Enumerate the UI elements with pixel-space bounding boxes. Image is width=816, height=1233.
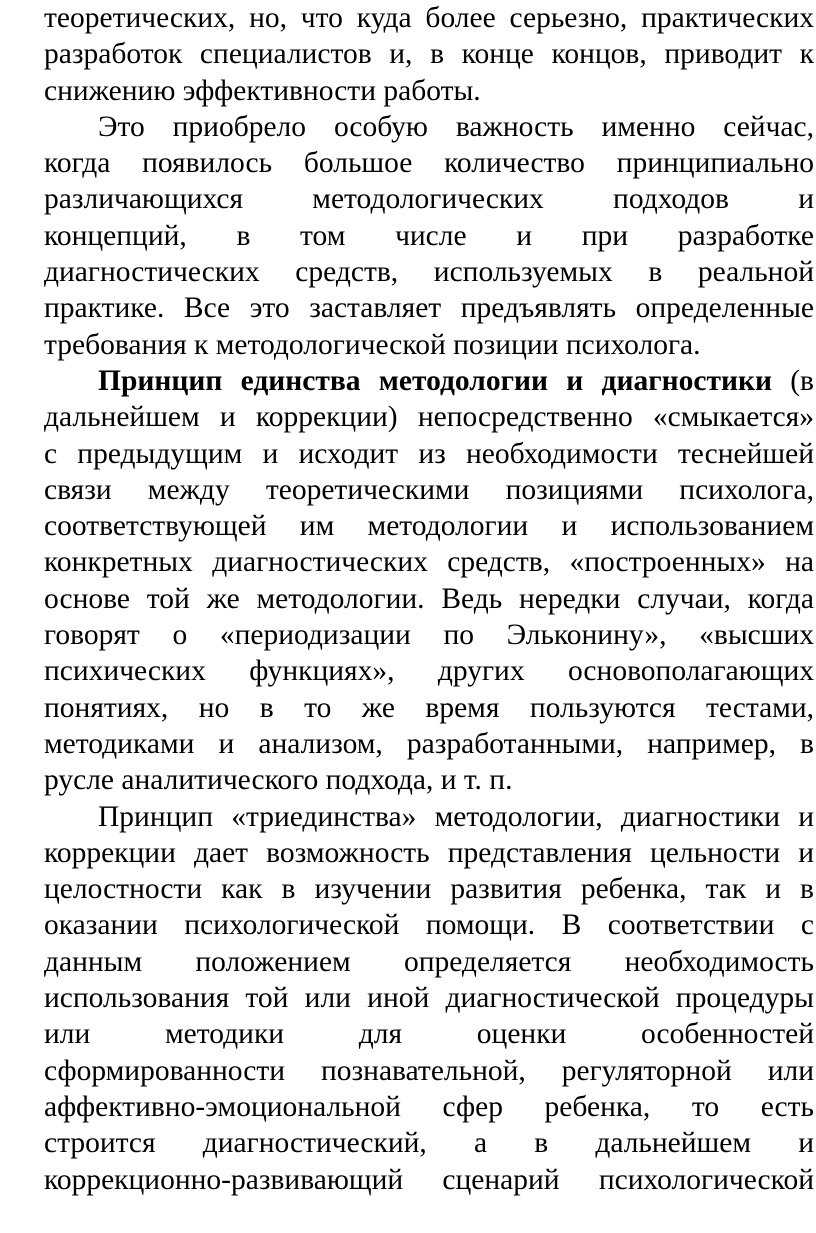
text-line: целостности как в изучении развития ребенка, так и в (44, 873, 814, 906)
text-line: методиками и анализом, разработанными, например, в (44, 727, 814, 760)
text-fragment: (в (771, 364, 814, 397)
paragraph-1 (44, 0, 814, 109)
text-line: основе той же методологии. Ведь нередки случаи, когда (44, 582, 814, 615)
text-line: коррекционно-развивающий сценарий психологической (44, 1163, 814, 1196)
text-line: теоретических, но, что куда более серьезно, практических (44, 2, 814, 34)
text-line: концепций, в том числе и при разработке (44, 219, 814, 252)
paragraph-2 (44, 109, 814, 363)
text-line: когда появилось большое количество принципиально (44, 147, 814, 180)
text-line: практике. Все это заставляет предъявлять определенные (44, 292, 814, 325)
text-line: говорят о «периодизации по Эльконину», «высших (44, 619, 814, 652)
text-line: Принцип «триединства» методологии, диагностики и (98, 800, 814, 833)
text-line: аффективно-эмоциональной сфер ребенка, то есть (44, 1090, 814, 1123)
text-line: диагностических средств, используемых в реальной (44, 256, 814, 289)
text-line: дальнейшем и коррекции) непосредственно «смыкается» (44, 401, 814, 434)
paragraph-4 (44, 799, 814, 1198)
text-line: оказании психологической помощи. В соответствии с (44, 909, 814, 942)
text-line: психических функциях», других основополагающих (44, 655, 814, 688)
text-line: русле аналитического подхода, и т. п. (44, 764, 513, 797)
text-line (44, 363, 814, 399)
text-line: строится диагностический, а в дальнейшем и (44, 1127, 814, 1160)
text-line: использования той или иной диагностической процедуры (44, 982, 814, 1015)
text-line: конкретных диагностических средств, «построенных» на (44, 546, 814, 579)
principle-heading: Принцип единства методологии и диагностики (98, 364, 772, 397)
document-page (44, 0, 814, 1198)
text-line: данным положением определяется необходимость (44, 945, 814, 978)
text-line: соответствующей им методологии и использованием (44, 510, 814, 543)
text-line: или методики для оценки особенностей (44, 1018, 814, 1051)
text-line: разработок специалистов и, в конце концов, приводит к (44, 38, 814, 71)
text-line: понятиях, но в то же время пользуются тестами, (44, 691, 814, 724)
paragraph-3 (44, 363, 814, 799)
text-line: различающихся методологических подходов и (44, 183, 814, 216)
text-line: снижению эффективности работы. (44, 74, 481, 107)
text-line: требования к методологической позиции психолога. (44, 328, 701, 361)
text-line: с предыдущим и исходит из необходимости теснейшей (44, 437, 814, 470)
text-line: Это приобрело особую важность именно сейчас, (98, 110, 814, 143)
text-line: сформированности познавательной, регуляторной или (44, 1054, 814, 1087)
text-line: коррекции дает возможность представления цельности и (44, 836, 814, 869)
text-line: связи между теоретическими позициями психолога, (44, 473, 814, 506)
